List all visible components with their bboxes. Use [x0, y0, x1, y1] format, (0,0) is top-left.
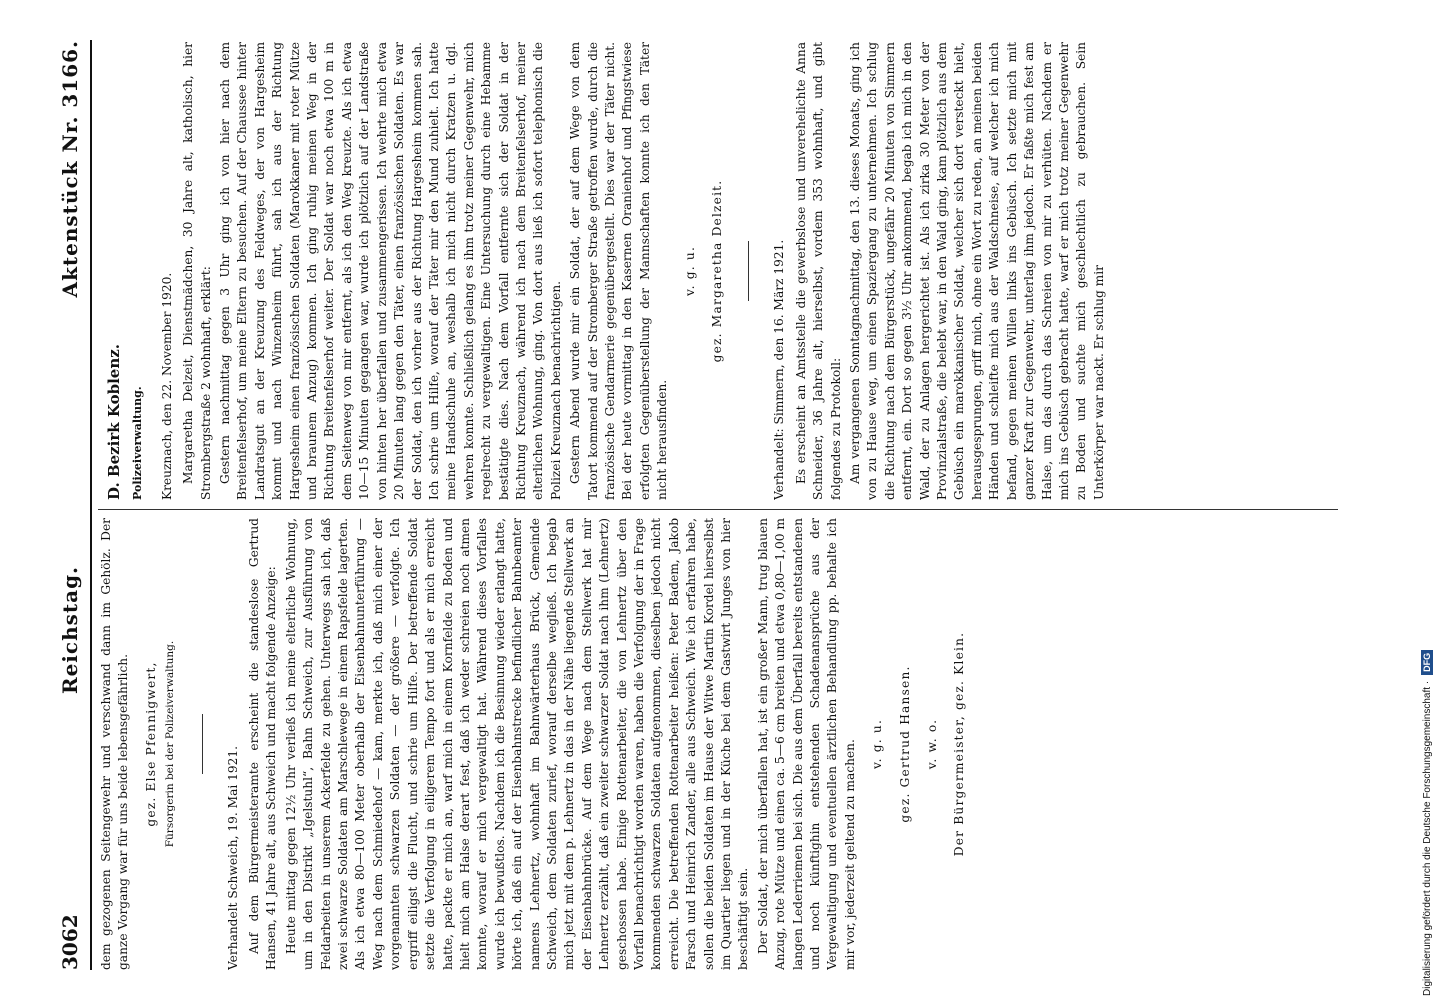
document-page: [50, 40, 1350, 970]
digitization-credit: [1420, 6, 1434, 996]
credit-text: Digitalisierung gefördert durch die Deutsche Forschungsgemeinschaft ·: [1421, 680, 1433, 996]
paragraph: Am vergangenen Sonntagnachmittag, den 13. dieses Monats, ging ich von zu Hause weg, um einen Spaziergang zu unternehmen. Ich schlug die Richtung nach dem Bürgerstück, ungefähr 20 Minuten von Simmern entfernt, ein. Dort so gegen 3½ Uhr ankommend, begab ich mich in den Wald, der zu Anlagen hergerichtet ist. Als ich zirka 30 Meter von der Provinzialstraße, die belebt war, in den Wald ging, kam plötzlich aus dem Gebüsch ein marokkanischer Soldat, welcher sich dort versteckt hielt, herausgesprungen, griff mich, ohne ein Wort zu reden, an meinen beiden Händen und schleifte mich aus der Waldschneise, auf welcher ich mich befand, gegen meinen Willen links ins Gebüsch. Ich setzte mich mit ganzer Kraft zur Gegenwehr, unterlag ihm jedoch. Er faßte mich fest am Halse, um das durch das Schreien von mir zu verhüten. Nachdem er mich ins Gebüsch gebracht hatte, warf er mich trotz meiner Gegenwehr zu Boden und suchte mich geschlechtlich zu gebrauchen. Sein Unterkörper war nackt. Er schlug mir: [848, 42, 1106, 500]
column-right: [98, 42, 1338, 500]
place-date-kreuznach: Kreuznach, den 22. November 1920.: [159, 272, 174, 500]
signature-mayor: Der Bürgermeister, gez. Klein.: [952, 631, 967, 857]
section-divider: [202, 714, 203, 774]
paragraph: Gestern Abend wurde mir ein Soldat, der auf dem Wege von dem Tatort kommend auf der Stromberger Straße getroffen wurde, durch die französische Gendarmerie gegenübergestellt. Dies war der Täter nicht. Bei der heute vormittag in den Kasernen Oranienhof und Pfingstwiese erfolgten Gegenüberstellung der Mannschaften konnte ich den Täter nicht herausfinden.: [568, 42, 670, 500]
signature-hansen: gez. Gertrud Hansen.: [897, 665, 912, 823]
section-subheading: Polizeiverwaltung.: [131, 386, 145, 500]
vgu-mark: v. g. u.: [682, 245, 697, 297]
page-header: [50, 40, 92, 970]
signature-delzeit: gez. Margaretha Delzeit.: [710, 179, 724, 363]
column-left: [98, 518, 1338, 970]
signature-role: Fürsorgerin bei der Polizeiverwaltung.: [164, 640, 177, 848]
place-date-schweich: Verhandelt Schweich, 19. Mai 1921.: [225, 745, 240, 970]
paragraph: Gestern nachmittag gegen 3 Uhr ging ich von hier nach dem Breitenfelserhof, um meine Eltern zu besuchen. Auf der Chaussee hinter Landratsgut an der Kreuzung des Feldweges, der von Hargesheim kommt und nach Winzenheim führt, sah ich aus der Richtung Hargesheim einen französischen Soldaten (Marokkaner mit roter Mütze und braunem Anzug) kommen. Ich ging ruhig meinen Weg in der Richtung Breitenfelserhof weiter. Der Soldat war noch etwa 100 m in dem Seitenweg von mir entfernt, als ich den Weg kreuzte. Als ich etwa 10—15 Minuten gegangen war, wurde ich plötzlich auf der Landstraße von hinten her überfallen und zusammengerissen. Ich wehrte mich etwa 20 Minuten lang gegen den Täter, einen französischen Soldaten. Es war der Soldat, den ich vorher aus der Richtung Hargesheim kommen sah. Ich schrie um Hilfe, worauf der Täter mir den Mund zuhielt. Ich hatte meine Handschuhe an, weshalb ich mich nicht durch Kratzen u. dgl. wehren konnte. Schließlich gelang es ihm trotz meiner Gegenwehr, mich regelrecht zu vergewaltigen. Eine Untersuchung durch eine Hebamme bestätigte dies. Nach dem Vorfall entfernte sich der Soldat in der Richtung Kreuznach, während ich nach dem Breitenfelserhof, meiner elterlichen Wohnung, ging. Von dort aus ließ ich sofort telephonisch die Polizei Kreuznach benachrichtigen.: [218, 42, 563, 500]
document-number: Aktenstück Nr. 3166.: [58, 40, 82, 298]
signature-pfennigwert: gez. Else Pfennigwert,: [143, 661, 158, 827]
page-number: 3062: [58, 914, 82, 970]
header-title: Reichstag.: [58, 565, 82, 695]
section-divider: [748, 241, 749, 301]
paragraph: Heute mittag gegen 12½ Uhr verließ ich meine elterliche Wohnung, um in den Distrikt „Igelstuhl“, Bahn Schweich, zur Ausführung von Feldarbeiten in unserem Ackerfelde zu gehen. Unterwegs sah ich, daß zwei schwarze Soldaten am Marschlewege in einem Rapsfelde lagerten. Als ich etwa 80—100 Meter oberhalb der Eisenbahnunterführung — Weg nach dem Schmiedehof — kam, merkte ich, daß mich einer der vorgenannten schwarzen Soldaten — der größere — verfolgte. Ich ergriff eiligst die Flucht, und schrie um Hilfe. Der betreffende Soldat setzte die Verfolgung in eiligerem Tempo fort und als er mich erreicht hatte, packte er mich an, warf mich in einem Kornfelde zu Boden und hielt mich am Halse derart fest, daß ich weder schreien noch atmen konnte, worauf er mich vergewaltigt hat. Während dieses Vorfalles wurde ich bewußtlos. Nachdem ich die Besinnung wieder erlangt hatte, hörte ich, daß ein auf der Eisenbahnstrecke befindlicher Bahnbeamter namens Lehnertz, wohnhaft im Bahnwärterhaus Brück, Gemeinde Schweich, dem Soldaten zurief, worauf derselbe wegließ. Ich begab mich jetzt mit dem p. Lehnertz in das in der Nähe liegende Stellwerk an der Eisenbahnbrücke. Auf dem Wege nach dem Stellwerk hat mir Lehnertz erzählt, daß ein zweiter schwarzer Soldat nach ihm (Lehnertz) geschossen habe. Einige Rottenarbeiter, die von Lehnertz über den Vorfall benachrichtigt worden waren, haben die Verfolgung der in Frage kommenden schwarzen Soldaten aufgenommen, dieselben jedoch nicht erreicht. Die betreffenden Rottenarbeiter heißen: Peter Badem, Jakob Farsch und Heinrich Zander, alle aus Schweich. Wie ich erfahren habe, sollen die beiden Soldaten im Hause der Witwe Martin Kordel hierselbst im Quartier liegen und in der Küche bei dem Gastwirt Junges von hier beschäftigt sein.: [283, 518, 751, 970]
vgu-mark: v. g. u.: [870, 718, 885, 770]
place-date-simmern: Verhandelt: Simmern, den 16. März 1921.: [772, 239, 787, 500]
paragraph: Margaretha Delzeit, Dienstmädchen, 30 Jahre alt, katholisch, hier Strombergstraße 2 wohnhaft, erklärt:: [181, 42, 213, 500]
paragraph: Es erscheint an Amtsstelle die gewerbslose und unverehelichte Anna Schneider, 36 Jahre alt, hierselbst, vordem 353 wohnhaft, und gibt folgendes zu Protokoll:: [793, 42, 843, 500]
vwo-mark: v. w. o.: [925, 718, 940, 770]
dfg-logo: DFG: [1421, 650, 1433, 675]
paragraph: Der Soldat, der mich überfallen hat, ist ein großer Mann, trug blauen Anzug, rote Mütze und einen ca. 5—6 cm breiten und etwa 0,80—1,00 m langen Lederriemen bei sich. Die aus dem Überfall bereits entstandenen und noch künftighin entstehenden Schadenansprüche aus der Vergewaltigung und eventuellen ärztlichen Behandlung pp. behalte ich mir vor, jederzeit geltend zu machen.: [755, 518, 857, 970]
paragraph: Auf dem Bürgermeisteramte erscheint die standeslose Gertrud Hansen, 41 Jahre alt, aus Schweich und macht folgende Anzeige:: [247, 518, 279, 970]
section-heading: D. Bezirk Koblenz.: [105, 344, 123, 500]
column-divider: [98, 509, 1338, 510]
intro-paragraph: dem gezogenen Seitengewehr und verschwand dann im Gehölz. Der ganze Vorgang war für uns beide lebensgefährlich.: [99, 518, 131, 970]
